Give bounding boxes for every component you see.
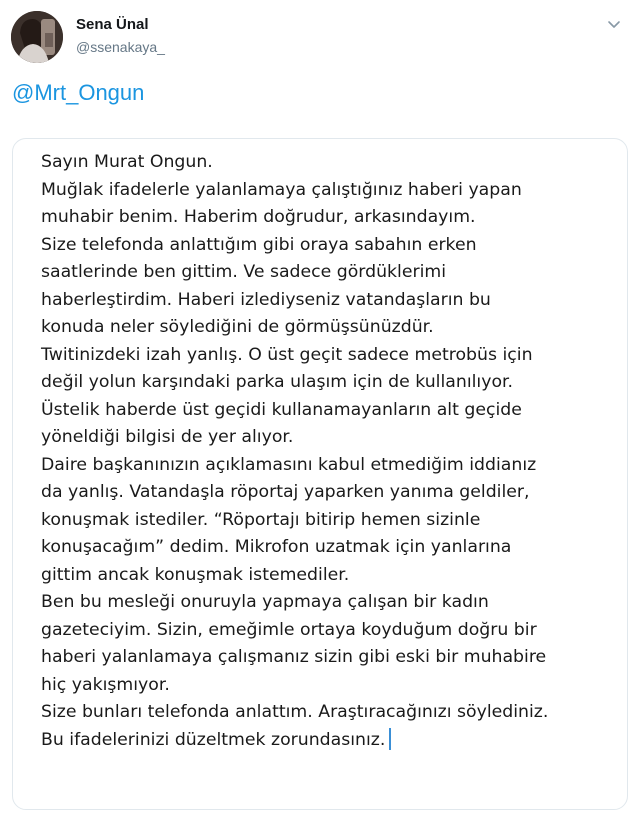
letter-line: gazeteciyim. Sizin, emeğimle ortaya koyduğum doğru bir bbox=[41, 619, 537, 640]
letter-line: Size bunları telefonda anlattım. Araştıracağınızı söylediniz. bbox=[41, 702, 549, 722]
letter-line: Muğlak ifadelerle yalanlamaya çalıştığınız haberi yapan bbox=[41, 179, 522, 200]
letter-line: gittim ancak konuşmak istemediler. bbox=[41, 564, 350, 585]
letter-line: Ben bu mesleği onuruyla yapmaya çalışan bir kadın bbox=[41, 592, 489, 612]
letter-line: hiç yakışmıyor. bbox=[41, 674, 170, 695]
user-handle[interactable]: @ssenakaya_ bbox=[76, 39, 165, 55]
letter-line: değil yolun karşındaki parka ulaşım için de kullanılıyor. bbox=[41, 372, 514, 392]
mention-link[interactable]: @Mrt_Ongun bbox=[12, 80, 145, 105]
letter-line: Bu ifadelerinizi düzeltmek zorundasınız. bbox=[41, 727, 611, 755]
profile-photo-icon bbox=[11, 11, 63, 63]
letter-line: haberleştirdim. Haberi izlediyseniz vatandaşların bu bbox=[41, 289, 491, 310]
letter-text bbox=[41, 149, 611, 754]
letter-line: Size telefonda anlattığım gibi oraya sabahın erken bbox=[41, 234, 477, 255]
letter-line: konuşacağım” dedim. Mikrofon uzatmak için yanlarına bbox=[41, 537, 512, 557]
letter-line: konuşmak istediler. “Röportajı bitirip hemen sizinle bbox=[41, 509, 481, 530]
display-name[interactable]: Sena Ünal bbox=[76, 16, 149, 33]
avatar[interactable] bbox=[11, 11, 63, 63]
letter-line: Twitinizdeki izah yanlış. O üst geçit sadece metrobüs için bbox=[41, 344, 533, 365]
letter-line: haberi yalanlamaya çalışmanız sizin gibi eski bir muhabire bbox=[41, 647, 547, 667]
letter-line: muhabir benim. Haberim doğrudur, arkasındayım. bbox=[41, 207, 476, 227]
text-cursor bbox=[389, 728, 391, 750]
letter-line: konuda neler söylediğini de görmüşsünüzdür. bbox=[41, 317, 434, 337]
letter-line: Daire başkanınızın açıklamasını kabul etmediğim iddianız bbox=[41, 454, 537, 475]
letter-line: Sayın Murat Ongun. bbox=[41, 152, 213, 172]
letter-line: yöneldiği bilgisi de yer alıyor. bbox=[41, 427, 294, 447]
attached-image[interactable] bbox=[12, 138, 628, 810]
letter-line: da yanlış. Vatandaşla röportaj yaparken yanıma geldiler, bbox=[41, 482, 530, 502]
chevron-down-icon[interactable] bbox=[604, 14, 624, 34]
letter-line: saatlerinde ben gittim. Ve sadece gördüklerimi bbox=[41, 262, 447, 282]
letter-line: Üstelik haberde üst geçidi kullanamayanların alt geçide bbox=[41, 399, 522, 420]
